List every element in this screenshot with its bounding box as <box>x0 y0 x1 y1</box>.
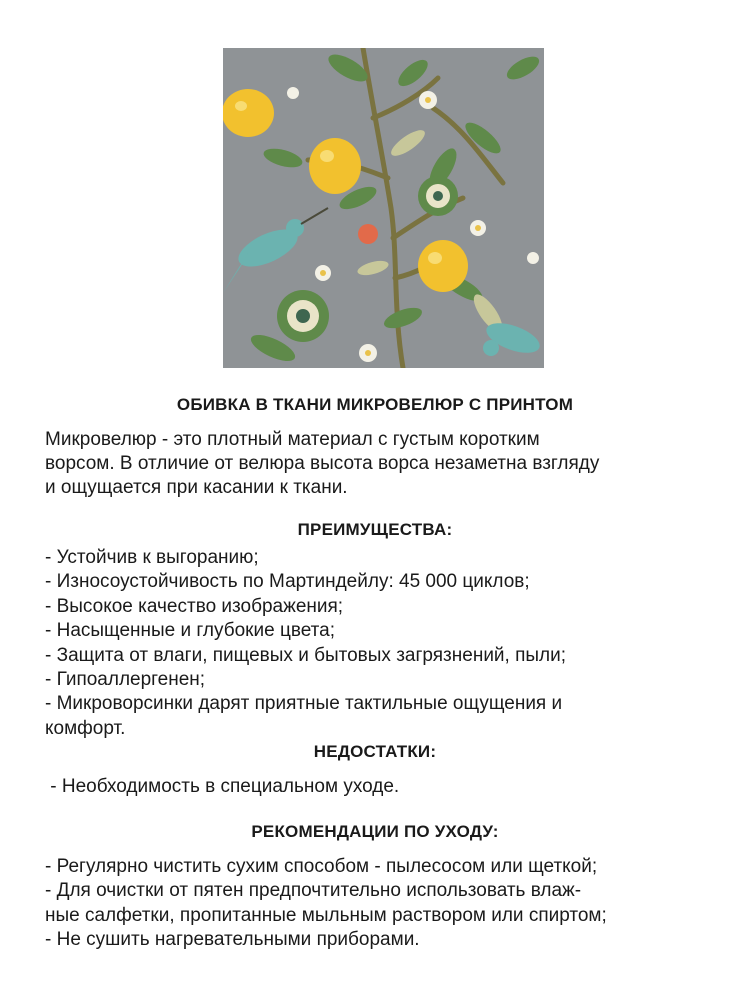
list-item: ные салфетки, пропитанные мыльным раствором или спиртом; <box>45 904 607 926</box>
advantages-heading: ПРЕИМУЩЕСТВА: <box>297 520 453 539</box>
disadvantages-heading: НЕДОСТАТКИ: <box>313 742 437 761</box>
list-item: - Регулярно чистить сухим способом - пылесосом или щеткой; <box>45 856 598 877</box>
list-item: - Высокое качество изображения; <box>45 595 344 617</box>
list-item: - Микроворсинки дарят приятные тактильные ощущения и <box>45 693 563 715</box>
list-item: - Защита от влаги, пищевых и бытовых загрязнений, пыли; <box>45 644 567 666</box>
list-item: - Необходимость в специальном уходе. <box>45 776 400 797</box>
intro-line: и ощущается при касании к ткани. <box>45 477 348 498</box>
list-item: - Насыщенные и глубокие цвета; <box>45 620 335 642</box>
disadvantages-list <box>45 775 735 799</box>
page-title: ОБИВКА В ТКАНИ МИКРОВЕЛЮР С ПРИНТОМ <box>176 395 574 414</box>
intro-line: Микровелюр - это плотный материал с густым коротким <box>45 429 540 450</box>
care-list <box>45 855 735 953</box>
list-item: - Не сушить нагревательными приборами. <box>45 929 420 951</box>
list-item: - Износоустойчивость по Мартиндейлу: 45 000 циклов; <box>45 571 530 593</box>
list-item: комфорт. <box>45 717 126 739</box>
intro-line: ворсом. В отличие от велюра высота ворса незаметна взгляду <box>45 453 600 474</box>
advantages-list <box>45 546 735 741</box>
list-item: - Устойчив к выгоранию; <box>45 547 259 568</box>
care-heading: РЕКОМЕНДАЦИИ ПО УХОДУ: <box>251 822 499 841</box>
intro-paragraph <box>45 428 725 500</box>
list-item: - Для очистки от пятен предпочтительно использовать влаж- <box>45 880 582 902</box>
list-item: - Гипоаллергенен; <box>45 669 206 691</box>
fabric-print-image <box>223 48 544 368</box>
